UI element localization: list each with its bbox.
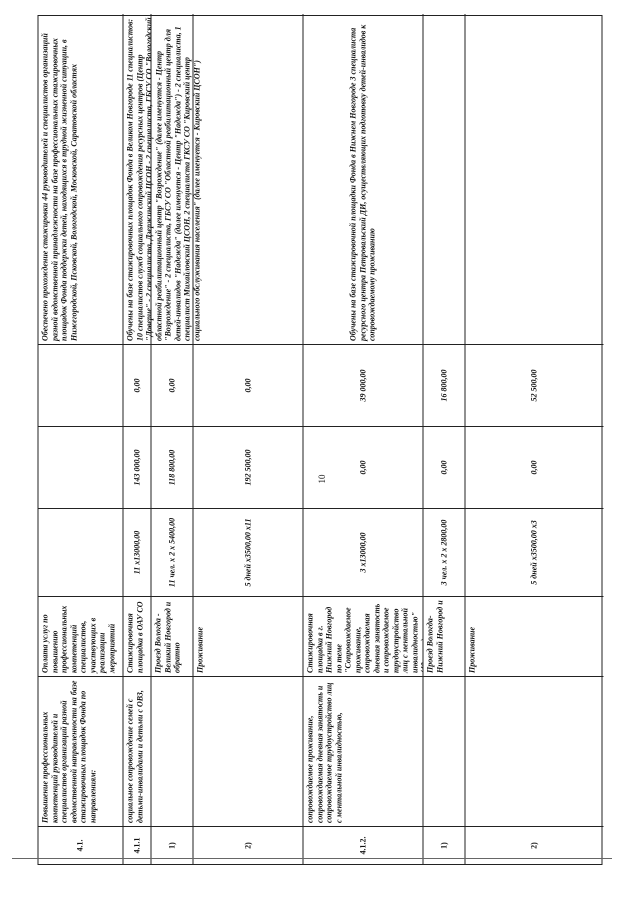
row-sum-2: 0,00 <box>152 344 193 426</box>
footer-rule <box>12 858 612 859</box>
row-number: 1) <box>152 826 193 864</box>
row-sum-1: 118 800,00 <box>152 426 193 508</box>
row-result <box>466 14 604 344</box>
row-sum-2 <box>39 344 123 426</box>
row-calc: 3 х13000,00 <box>304 508 423 596</box>
page-number: 10 <box>317 474 327 484</box>
budget-table <box>38 15 603 865</box>
row-name <box>152 676 193 826</box>
row-name: сопровождаемое проживание, сопровождаемая дневная занятость и сопровождаемое трудоустройство лиц с ментальной инвалидностью, <box>304 676 423 826</box>
row-name: социальное сопровождение семей с детьми-инвалидами и детьми с ОВЗ, <box>124 676 151 826</box>
row-calc: 3 чел. х 2 х 2800,00 <box>424 508 465 596</box>
row-name: Повышение профессиональных компетенций руководителей и специалистов организаций разной ведомственной направленности на базе стажировочных площадок Фонда по направлениям: <box>39 676 123 826</box>
table-row <box>466 14 604 864</box>
row-result: Обеспечено прохождение стажировки 44 руководителей и специалистов организаций разной ведомственной принадлежности на базе профессиональных стажировочных площадок Фонда поддержки детей, находящихся в трудной жизненной ситуации, в Нижегородской, Псковской, Вологодской, Московской, Саратовской областях <box>40 33 78 341</box>
row-result: Обучены на базе стажировочной площадки Фонда в Нижнем Новгороде 3 специалиста ресурсного центра Петровальский ДИ, осуществляющих подготовку детей-инвалидов к сопровождаемому проживанию <box>348 24 377 341</box>
row-sum-2: 0,00 <box>194 344 303 426</box>
row-number: 1) <box>424 826 465 864</box>
row-calc: 11 чел. х 2 х 5400,00 <box>152 508 193 596</box>
row-sum-2: 39 000,00 <box>304 344 423 426</box>
row-item: Стажировочная площадка в г. Нижний Новгород по теме "Сопровождаемое проживание, сопровождаемая дневная занятость и сопровождаемое трудоустройство лиц с ментальной инвалидностью" (40 часов) <box>304 596 423 676</box>
table-row <box>304 14 424 864</box>
row-result <box>194 14 303 344</box>
row-calc: 5 дней х3500,00 х3 <box>466 508 604 596</box>
row-sum-1: 0,00 <box>304 426 423 508</box>
row-number: 4.1.2. <box>304 826 423 864</box>
row-result: Обучены на базе стажировочных площадок Фонда в Великом Новгороде 11 специалистов: 10 специалистов служб социального сопровождения ресурсных центров (Центр "Доверие" - 2 специалиста, Дзержинский ЦСОН - 2 специалиста, ГБСУ СО "Вологодский областной реабилитационный центр "Возрождение" (далее именуется - Центр "Возрождение" - 2 специалиста, ГБСУ СО "Областной реабилитационный центр для детей-инвалидов "Надежда" (далее именуется - Центр "Надежда") - 2 специалиста, 1 специалист Михайловский ЦСОН, 2 специалиста ГКСУ СО "Кировский центр социального обслуживания населения" (далее именуется - Кировский ЦСОН") <box>125 17 201 341</box>
row-name <box>466 676 604 826</box>
row-sum-1: 0,00 <box>424 426 465 508</box>
row-number: 4.1.1 <box>124 826 151 864</box>
row-sum-1: 0,00 <box>466 426 604 508</box>
table-row <box>194 14 304 864</box>
rotated-table-container <box>38 15 603 865</box>
row-sum-2: 0,00 <box>124 344 151 426</box>
row-item: Стажировочная площадка в ОАУ СО <box>124 596 151 676</box>
row-result <box>424 14 465 344</box>
row-calc: 5 дней х3500,00 х11 <box>194 508 303 596</box>
row-name <box>424 676 465 826</box>
row-sum-1 <box>39 426 123 508</box>
row-sum-1: 192 500,00 <box>194 426 303 508</box>
row-number: 2) <box>194 826 303 864</box>
row-item: Проезд Вологда-Нижний Новгород и <box>424 596 465 676</box>
row-sum-2: 16 800,00 <box>424 344 465 426</box>
row-calc <box>39 508 123 596</box>
row-number: 2) <box>466 826 604 864</box>
row-item: Проживание <box>466 596 604 676</box>
row-item: Проживание <box>194 596 303 676</box>
row-item: Проезд Вологда - Великий Новгород и обратно <box>152 596 193 676</box>
table-row <box>39 14 124 864</box>
row-sum-1: 143 000,00 <box>124 426 151 508</box>
row-item: Оплата услуг по повышению профессиональных компетенций специалистов, участвующих в реализации мероприятий <box>39 596 123 676</box>
table-row <box>424 14 466 864</box>
row-sum-2: 52 500,00 <box>466 344 604 426</box>
row-calc: 11 х13000,00 <box>124 508 151 596</box>
row-number: 4.1. <box>39 826 123 864</box>
row-name <box>194 676 303 826</box>
